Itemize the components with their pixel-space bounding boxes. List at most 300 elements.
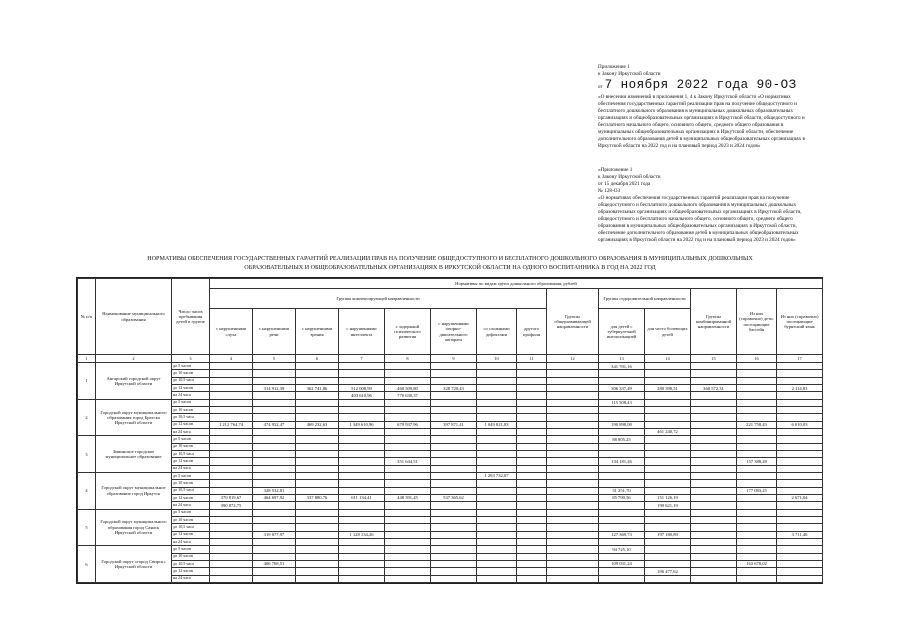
norm-value [253, 546, 296, 553]
norm-value: 460 509,80 [385, 384, 431, 391]
norm-value [431, 392, 477, 399]
norm-value [777, 480, 823, 487]
column-index: 13 [599, 355, 645, 363]
norm-value: 469 232,63 [296, 421, 339, 428]
municipality-name: Городской округ муниципальное образование город Иркутск [96, 472, 172, 509]
norm-value [431, 560, 477, 567]
table-row [78, 406, 823, 413]
hours-label: на 24 часа [172, 575, 210, 582]
norm-value [210, 392, 253, 399]
norm-value [547, 406, 599, 413]
norm-value [645, 450, 691, 457]
norm-value [385, 399, 431, 406]
hours-label: до 12 часов [172, 531, 210, 538]
table-row [78, 494, 823, 501]
norm-value [339, 450, 385, 457]
norm-value [777, 553, 823, 560]
norm-value [645, 480, 691, 487]
norm-value [477, 524, 517, 531]
norm-value [599, 377, 645, 384]
norm-value [296, 443, 339, 450]
inner-text: «О нормативах обеспечения государственных гарантий реализации прав на получение общедоступного и бесплатного дошкольного образования в муниципальных дошкольных образовательных организациях и общеобразовательных организациях в Иркутской области, общедоступного и бесплатного начального общего, основного общего, среднего общего образования в муниципальных общеобразовательных организациях в Иркутской области, обеспечение дополнительного образования детей в муниципальных общеобразовательных организациях в Иркутской области на 2022 год и на плановый период 2023 и 2024 годов» [598, 194, 802, 243]
norm-value [691, 428, 737, 435]
norm-value [431, 575, 477, 582]
appendix-label: Приложение 1 [598, 64, 630, 70]
norm-value: 328 720,43 [431, 384, 477, 391]
norm-value [777, 538, 823, 545]
norm-value [253, 443, 296, 450]
norm-value [691, 392, 737, 399]
norm-value [645, 546, 691, 553]
table-row [78, 553, 823, 560]
column-index: 8 [385, 355, 431, 363]
norm-value [691, 436, 737, 443]
norm-value [777, 509, 823, 516]
table-row [78, 421, 823, 428]
norm-value [547, 399, 599, 406]
norm-value [210, 509, 253, 516]
norm-value [517, 568, 547, 575]
norm-value [599, 480, 645, 487]
norm-value [691, 524, 737, 531]
municipality-name: Ангарский городской округ Иркутской области [96, 363, 172, 400]
norm-value [645, 553, 691, 560]
norm-value [210, 472, 253, 479]
norm-value [691, 370, 737, 377]
norm-value [599, 568, 645, 575]
norm-value [253, 524, 296, 531]
norm-value [339, 472, 385, 479]
norm-value [339, 406, 385, 413]
norm-value [691, 421, 737, 428]
norm-value [691, 377, 737, 384]
norm-value [477, 568, 517, 575]
table-row [78, 458, 823, 465]
norm-value: 512 008,99 [339, 384, 385, 391]
norm-value: 190 621,19 [645, 502, 691, 509]
norm-value [691, 553, 737, 560]
table-row [78, 568, 823, 575]
norm-value [210, 553, 253, 560]
norm-value [296, 465, 339, 472]
hours-label: на 24 часа [172, 428, 210, 435]
inner-date: от 15 декабря 2021 года [598, 180, 651, 187]
norm-value [691, 450, 737, 457]
norm-value [431, 487, 477, 494]
column-index: 17 [777, 355, 823, 363]
norm-value [385, 428, 431, 435]
norm-value [777, 436, 823, 443]
norm-value [691, 363, 737, 370]
norm-value: 770 630,37 [385, 392, 431, 399]
norm-value: 1 349 610,96 [339, 421, 385, 428]
norm-value [210, 531, 253, 538]
subheader-compensating: с задержкой психического развития [385, 309, 431, 355]
norm-value [547, 377, 599, 384]
norm-value [599, 472, 645, 479]
table-row [78, 487, 823, 494]
norm-value [385, 568, 431, 575]
norm-value [477, 538, 517, 545]
norm-value [385, 509, 431, 516]
norm-value [385, 450, 431, 457]
norm-value [477, 575, 517, 582]
norm-value [517, 472, 547, 479]
norm-value: 115 508,43 [599, 399, 645, 406]
norm-value [645, 392, 691, 399]
municipality-name: Городской округ муниципального образования город Братска Иркутской области [96, 399, 172, 436]
norm-value [253, 363, 296, 370]
norm-value [477, 384, 517, 391]
norm-value: 6 010,03 [777, 421, 823, 428]
hours-label: до 10 часов [172, 553, 210, 560]
norm-value [296, 436, 339, 443]
norm-value [210, 575, 253, 582]
norm-value [296, 414, 339, 421]
norm-value [777, 428, 823, 435]
subheader-compensating: с нарушениями опорно-двигательного аппарата [431, 309, 477, 355]
norm-value [645, 377, 691, 384]
norm-value [339, 465, 385, 472]
norm-value: 474 952,47 [253, 421, 296, 428]
norm-value [777, 414, 823, 421]
norm-value: 127 369,73 [599, 531, 645, 538]
norm-value [477, 377, 517, 384]
norm-value [737, 553, 777, 560]
column-index: 4 [210, 355, 253, 363]
norm-value [253, 399, 296, 406]
norm-value [477, 414, 517, 421]
norm-value [339, 436, 385, 443]
norm-value [737, 399, 777, 406]
norm-value [517, 465, 547, 472]
norm-value [547, 414, 599, 421]
hours-label: до 10 часов [172, 370, 210, 377]
norm-value [253, 502, 296, 509]
table-row [78, 465, 823, 472]
table-row [78, 450, 823, 457]
norm-value [547, 575, 599, 582]
norm-value [737, 568, 777, 575]
hours-label: до 5 часов [172, 436, 210, 443]
norm-value [517, 384, 547, 391]
norm-value [210, 568, 253, 575]
norm-value [547, 502, 599, 509]
norm-value [777, 399, 823, 406]
norm-value [691, 546, 737, 553]
norm-value [339, 370, 385, 377]
table-row [78, 384, 823, 391]
norm-value [339, 568, 385, 575]
norm-value [385, 524, 431, 531]
header-compensating: Группы компенсирующей направленности [210, 289, 547, 309]
norm-value [517, 436, 547, 443]
header-pool: Из них (справочно) дети, посещающие бассейн [737, 289, 777, 355]
hours-label: до 10,5 часа [172, 487, 210, 494]
norm-value [777, 560, 823, 567]
norm-value [477, 494, 517, 501]
norm-value [210, 546, 253, 553]
hours-label: до 10 часов [172, 480, 210, 487]
norm-value [777, 406, 823, 413]
norm-value [777, 465, 823, 472]
appendix-header [598, 64, 818, 247]
norm-value [431, 553, 477, 560]
norm-value [517, 370, 547, 377]
norm-value [737, 531, 777, 538]
norm-value [737, 502, 777, 509]
norm-value [599, 516, 645, 523]
norm-value [691, 502, 737, 509]
norm-value [777, 458, 823, 465]
date-stamp-text: 7 ноября 2022 года 90-ОЗ [604, 78, 797, 93]
norm-value [477, 363, 517, 370]
norm-value [691, 538, 737, 545]
norm-value [385, 560, 431, 567]
norm-value [296, 516, 339, 523]
norm-value: 314 912,39 [253, 384, 296, 391]
row-number: 1 [78, 363, 96, 400]
norm-value: 163 678,02 [737, 560, 777, 567]
norm-value [210, 363, 253, 370]
norm-value [737, 406, 777, 413]
header-name: Наименование муниципального образования [96, 279, 172, 355]
column-index: 2 [96, 355, 172, 363]
norm-value [296, 546, 339, 553]
norm-value [253, 436, 296, 443]
date-prefix: от [598, 85, 603, 91]
table-row [78, 370, 823, 377]
norm-value [477, 516, 517, 523]
norm-value [296, 560, 339, 567]
norm-value [339, 428, 385, 435]
norm-value [599, 553, 645, 560]
norm-value [210, 487, 253, 494]
municipality-name: Городской округ муниципального образования город Саянск Иркутской области [96, 509, 172, 546]
hours-label: до 10 часов [172, 516, 210, 523]
norm-value [339, 509, 385, 516]
hours-label: до 12 часов [172, 384, 210, 391]
norm-value [385, 363, 431, 370]
table-row [78, 516, 823, 523]
norm-value [477, 428, 517, 435]
norm-value [517, 546, 547, 553]
norm-value [385, 414, 431, 421]
hours-label: до 12 часов [172, 568, 210, 575]
norm-value [477, 509, 517, 516]
norm-value [210, 465, 253, 472]
norm-value [385, 406, 431, 413]
norm-value: 306 337,49 [599, 384, 645, 391]
norm-value [547, 450, 599, 457]
norm-value [777, 377, 823, 384]
row-number: 3 [78, 436, 96, 473]
norm-value [431, 443, 477, 450]
norms-table [77, 278, 823, 583]
table-row [78, 399, 823, 406]
hours-label: до 5 часов [172, 546, 210, 553]
title-line-2: ОБРАЗОВАТЕЛЬНЫХ И ОБЩЕОБРАЗОВАТЕЛЬНЫХ ОРГАНИЗАЦИЯХ В ИРКУТСКОЙ ОБЛАСТИ НА ОДНОГО ВОСПИТАННИКА В ГОД НА 2022 ГОД [244, 264, 656, 271]
norm-value [517, 392, 547, 399]
norm-value [253, 428, 296, 435]
norm-value: 406 768,51 [253, 560, 296, 567]
table-row [78, 509, 823, 516]
norm-value [385, 377, 431, 384]
hours-label: до 10,5 часа [172, 560, 210, 567]
norm-value [737, 494, 777, 501]
norm-value [645, 538, 691, 545]
norm-value [547, 531, 599, 538]
norm-value [431, 436, 477, 443]
hours-label: на 24 часа [172, 502, 210, 509]
norm-value [210, 560, 253, 567]
column-index: 10 [477, 355, 517, 363]
norm-value [737, 524, 777, 531]
norm-value: 679 937,96 [385, 421, 431, 428]
norm-value: 196 477,62 [645, 568, 691, 575]
norm-value [691, 509, 737, 516]
norm-value [691, 406, 737, 413]
hours-label: до 10 часов [172, 406, 210, 413]
norm-value [737, 465, 777, 472]
norm-value [210, 458, 253, 465]
norm-value [296, 487, 339, 494]
norm-value [691, 480, 737, 487]
norm-value [385, 516, 431, 523]
norm-value [547, 560, 599, 567]
norm-value: 94 725,10 [599, 546, 645, 553]
norm-value [477, 502, 517, 509]
norm-value [599, 450, 645, 457]
norm-value [296, 575, 339, 582]
norm-value [210, 524, 253, 531]
norm-value: 280 398,51 [645, 384, 691, 391]
norm-value [645, 472, 691, 479]
norm-value [547, 538, 599, 545]
norm-value [339, 487, 385, 494]
hours-label: до 5 часов [172, 509, 210, 516]
norm-value [517, 502, 547, 509]
norm-value [737, 450, 777, 457]
norm-value [253, 377, 296, 384]
norm-value [296, 524, 339, 531]
norm-value [645, 436, 691, 443]
norm-value [737, 392, 777, 399]
norm-value [547, 509, 599, 516]
hours-label: на 24 часа [172, 538, 210, 545]
norm-value [737, 516, 777, 523]
norm-value [547, 428, 599, 435]
norm-value: 1 212 764,74 [210, 421, 253, 428]
norm-value [599, 428, 645, 435]
table-row [78, 428, 823, 435]
norm-value [385, 575, 431, 582]
norm-value: 464 697,92 [253, 494, 296, 501]
norm-value [777, 546, 823, 553]
norm-value [477, 392, 517, 399]
norm-value [339, 575, 385, 582]
norm-value [777, 472, 823, 479]
norm-value [339, 414, 385, 421]
norm-value [296, 553, 339, 560]
table-row [78, 414, 823, 421]
norm-value: 362 741,86 [296, 384, 339, 391]
norm-value [645, 509, 691, 516]
hours-label: до 10,5 часа [172, 377, 210, 384]
norm-value [431, 516, 477, 523]
norm-value [645, 524, 691, 531]
norm-value [737, 443, 777, 450]
norm-value [645, 399, 691, 406]
column-index: 11 [517, 355, 547, 363]
header-top: Нормативы по видам групп дошкольного образования, рублей [210, 279, 823, 289]
norm-value [599, 465, 645, 472]
norm-value [517, 480, 547, 487]
norm-value [339, 553, 385, 560]
norm-value: 328 532,81 [253, 487, 296, 494]
norm-value [691, 560, 737, 567]
norm-value [547, 384, 599, 391]
norm-value [431, 377, 477, 384]
norm-value [296, 363, 339, 370]
norm-value [339, 458, 385, 465]
norm-value [339, 524, 385, 531]
norm-value [645, 363, 691, 370]
column-index: 3 [172, 355, 210, 363]
hours-label: до 12 часов [172, 494, 210, 501]
norm-value [431, 450, 477, 457]
norm-value [339, 560, 385, 567]
norm-value [517, 560, 547, 567]
norm-value [737, 384, 777, 391]
norm-value [777, 487, 823, 494]
norm-value [385, 480, 431, 487]
norm-value [210, 516, 253, 523]
norm-value [547, 363, 599, 370]
norm-value [431, 414, 477, 421]
appendix-law-ref: к Закону Иркутской области [598, 71, 661, 78]
table-row [78, 480, 823, 487]
header-general: Группы общеразвивающей направленности [547, 289, 599, 355]
hours-label: до 10,5 часа [172, 414, 210, 421]
norm-value [599, 406, 645, 413]
norm-value [599, 370, 645, 377]
norm-value [517, 443, 547, 450]
norm-value [431, 480, 477, 487]
norm-value [385, 370, 431, 377]
norm-value [645, 487, 691, 494]
norm-value [296, 531, 339, 538]
norm-value [339, 443, 385, 450]
column-index: 7 [339, 355, 385, 363]
norms-table-frame [76, 277, 823, 584]
norm-value [339, 538, 385, 545]
norm-value: 360 572,31 [691, 384, 737, 391]
table-row [78, 377, 823, 384]
norm-value [431, 524, 477, 531]
norm-value [296, 392, 339, 399]
norm-value: 461 240,72 [645, 428, 691, 435]
norm-value [253, 406, 296, 413]
table-row [78, 436, 823, 443]
hours-label: на 24 часа [172, 465, 210, 472]
norm-value [777, 392, 823, 399]
municipality-name: Зиминское городское муниципальное образование [96, 436, 172, 473]
row-number: 5 [78, 509, 96, 546]
norm-value [547, 436, 599, 443]
norm-value [431, 538, 477, 545]
subheader-compensating: другого профиля [517, 309, 547, 355]
